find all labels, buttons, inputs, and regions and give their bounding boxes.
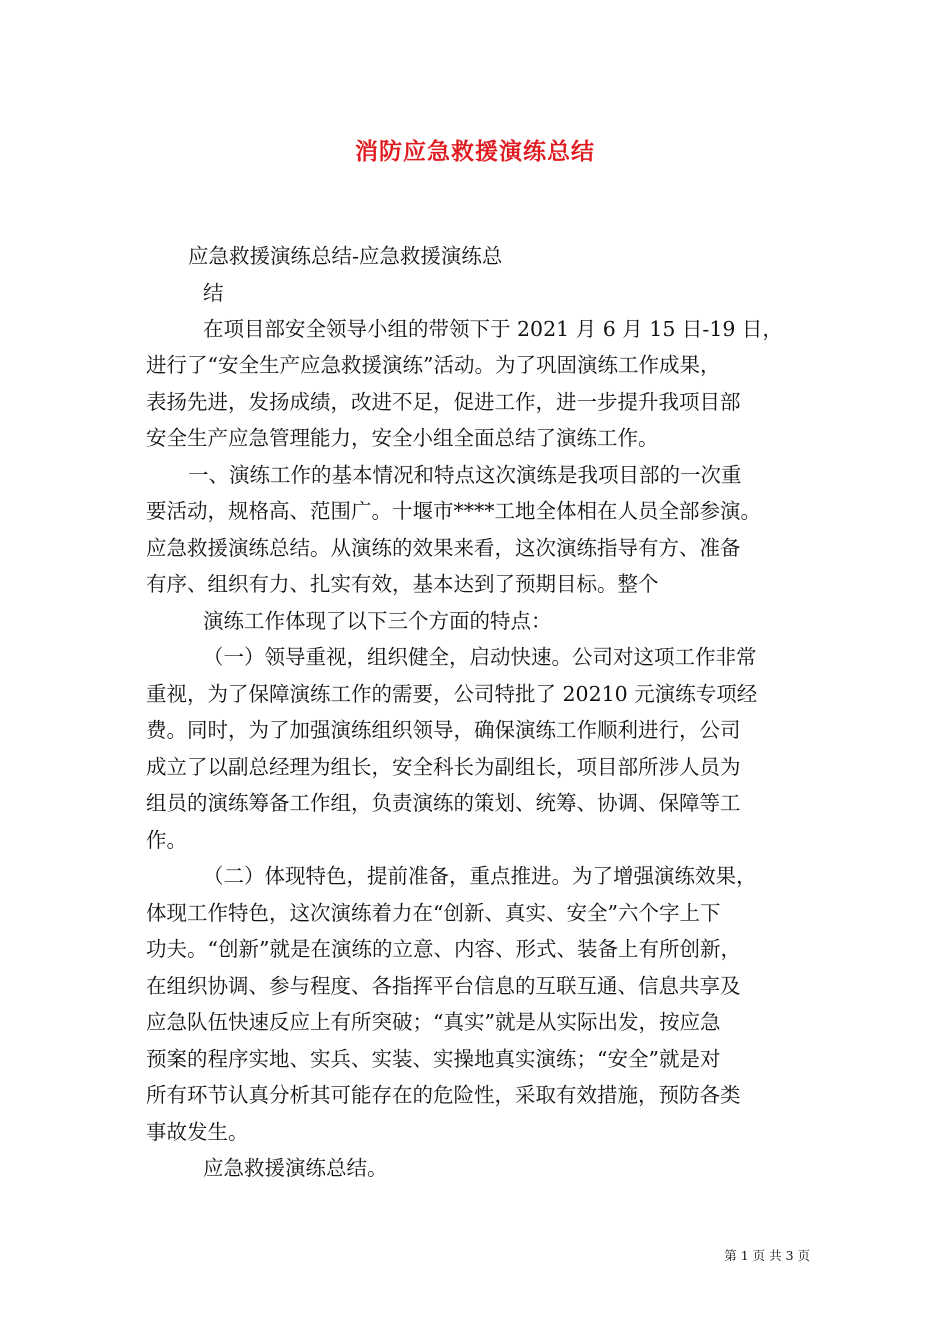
paragraph-line: 功夫。“创新”就是在演练的立意、内容、形式、装备上有所创新， (146, 937, 741, 961)
paragraph-line: 事故发生。 (146, 1120, 249, 1144)
paragraph-line: 预案的程序实地、实兵、实装、实操地真实演练；“安全”就是对 (146, 1047, 721, 1071)
paragraph-line: 一、演练工作的基本情况和特点这次演练是我项目部的一次重 (188, 463, 742, 487)
page-number-footer: 第 1 页 共 3 页 (724, 1248, 810, 1263)
paragraph-line: （一）领导重视，组织健全，启动快速。公司对这项工作非常 (203, 645, 757, 669)
paragraph-line: 重视，为了保障演练工作的需要，公司特批了 20210 元演练专项经 (146, 682, 758, 706)
paragraph-line: 安全生产应急管理能力，安全小组全面总结了演练工作。 (146, 426, 659, 450)
paragraph-line: 所有环节认真分析其可能存在的危险性，采取有效措施，预防各类 (146, 1083, 741, 1107)
paragraph-line: 组员的演练筹备工作组，负责演练的策划、统筹、协调、保障等工 (146, 791, 741, 815)
paragraph-line: 应急救援演练总结。 (203, 1156, 388, 1180)
paragraph-line: 作。 (146, 828, 187, 852)
paragraph-line: 表扬先进，发扬成绩，改进不足，促进工作，进一步提升我项目部 (146, 390, 741, 414)
paragraph-line: 应急救援演练总结-应急救援演练总 (188, 244, 503, 268)
paragraph-line: 要活动，规格高、范围广。十堰市****工地全体相在人员全部参演。 (146, 499, 761, 523)
paragraph-line: 有序、组织有力、扎实有效，基本达到了预期目标。整个 (146, 572, 659, 596)
document-title: 消防应急救援演练总结 (355, 138, 595, 165)
paragraph-line: 体现工作特色，这次演练着力在“创新、真实、安全”六个字上下 (146, 901, 721, 925)
paragraph-line: 结 (203, 281, 224, 305)
paragraph-line: （二）体现特色，提前准备，重点推进。为了增强演练效果， (203, 864, 757, 888)
paragraph-line: 演练工作体现了以下三个方面的特点： (203, 609, 552, 633)
paragraph-line: 成立了以副总经理为组长，安全科长为副组长，项目部所涉人员为 (146, 755, 741, 779)
paragraph-line: 应急队伍快速反应上有所突破；“真实”就是从实际出发，按应急 (146, 1010, 721, 1034)
paragraph-line: 在项目部安全领导小组的带领下于 2021 月 6 月 15 日-19 日， (203, 317, 783, 341)
paragraph-line: 在组织协调、参与程度、各指挥平台信息的互联互通、信息共享及 (146, 974, 741, 998)
paragraph-line: 应急救援演练总结。从演练的效果来看，这次演练指导有方、准备 (146, 536, 741, 560)
paragraph-line: 进行了“安全生产应急救援演练”活动。为了巩固演练工作成果， (146, 353, 721, 377)
paragraph-line: 费。同时，为了加强演练组织领导，确保演练工作顺利进行，公司 (146, 718, 741, 742)
